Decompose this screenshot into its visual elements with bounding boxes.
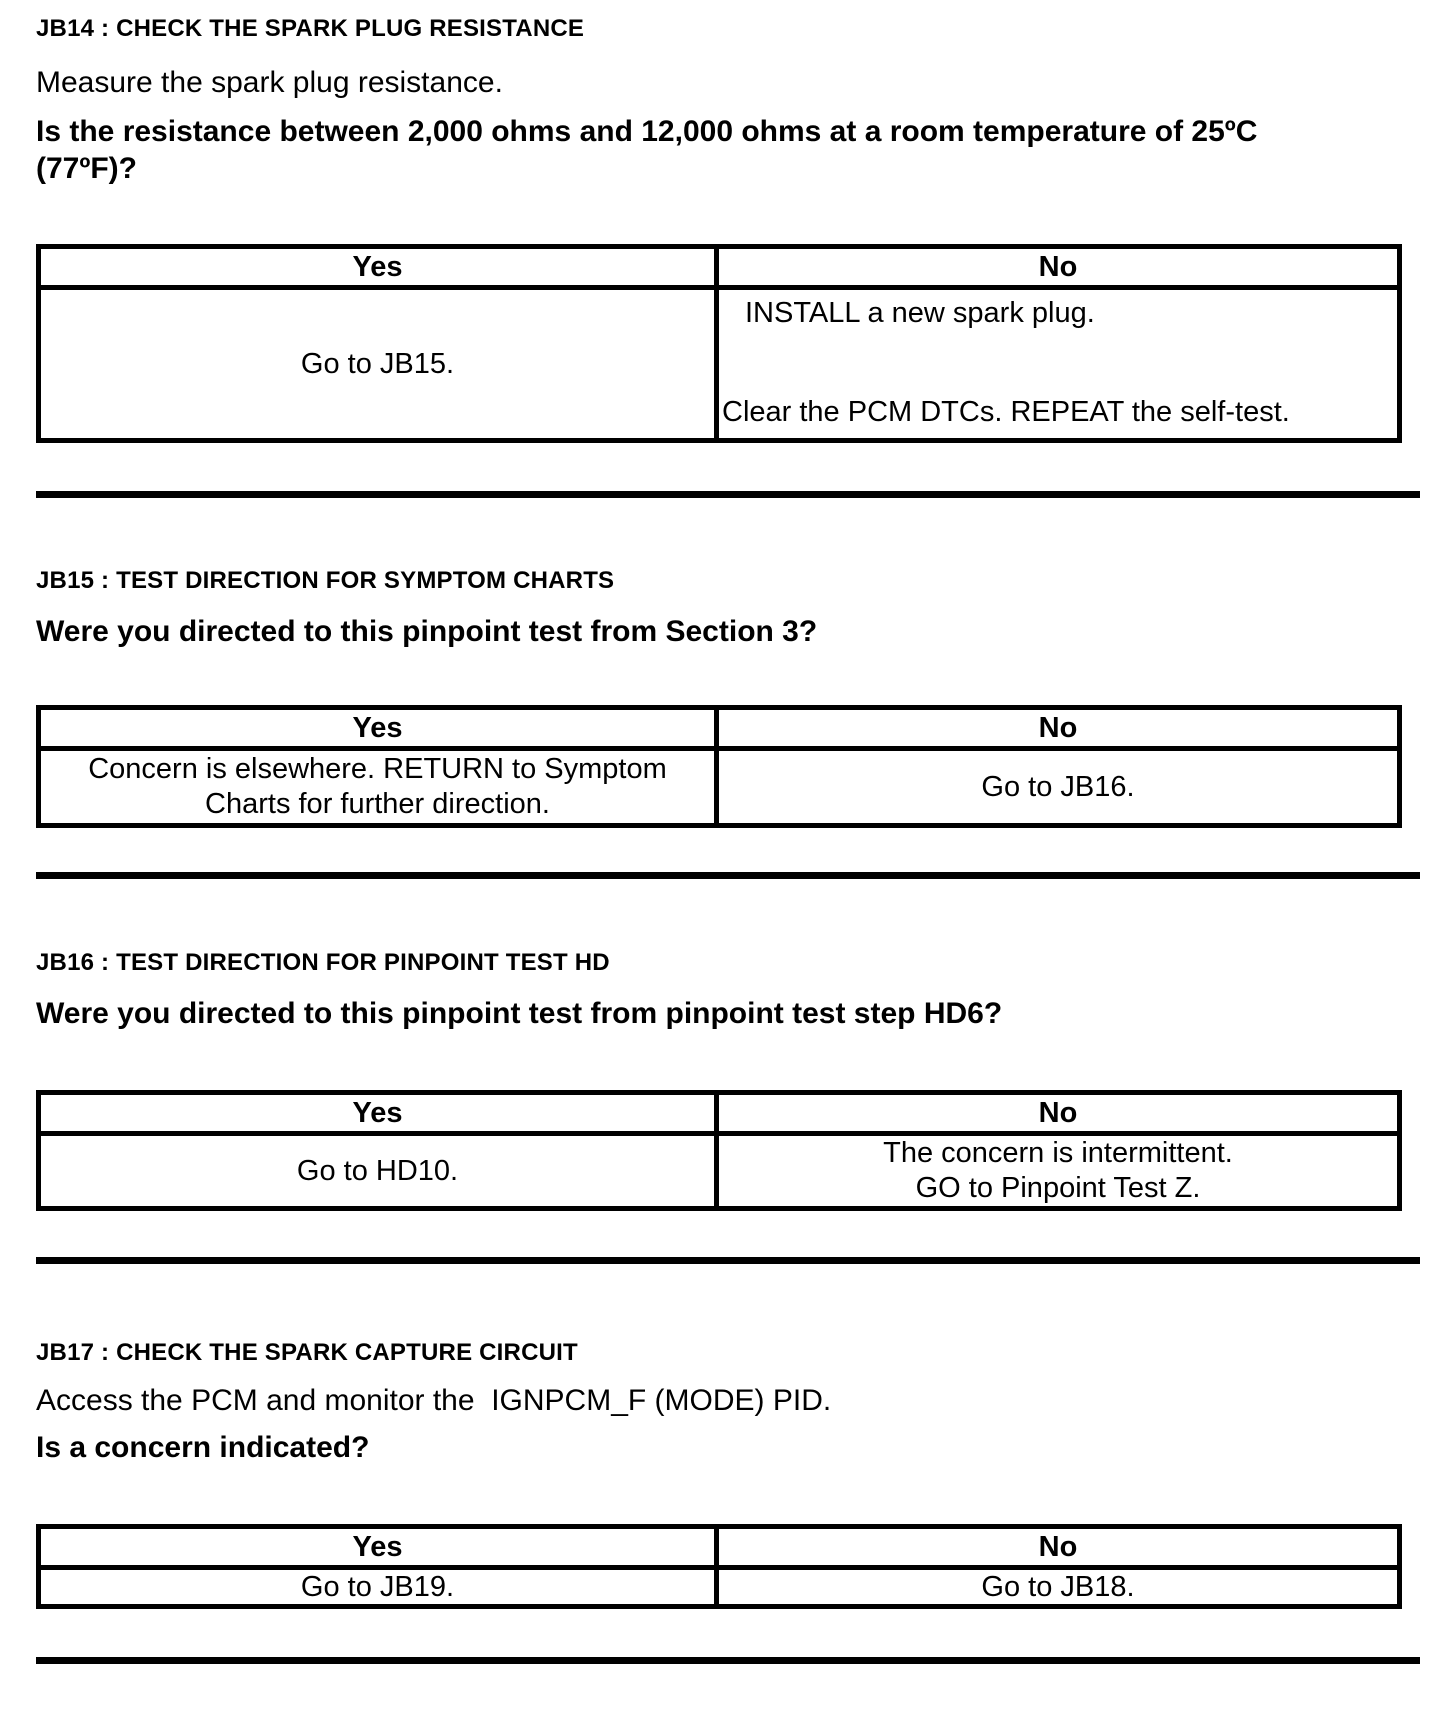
- jb14-table-body-row: [41, 290, 1397, 438]
- jb17-table-header-row: [41, 1529, 1397, 1570]
- jb17-step-title: JB17 : CHECK THE SPARK CAPTURE CIRCUIT: [36, 1339, 578, 1366]
- jb15-table-header-row: [41, 710, 1397, 751]
- jb14-no-cell: [719, 290, 1397, 438]
- jb16-yes-cell: Go to HD10.: [41, 1136, 719, 1206]
- jb14-no-column-header: No: [1038, 250, 1078, 283]
- jb15-yes-line-2: Charts for further direction.: [205, 788, 550, 820]
- jb17-yes-cell: Go to JB19.: [41, 1570, 719, 1604]
- jb16-step-title: JB16 : TEST DIRECTION FOR PINPOINT TEST HD: [36, 949, 610, 976]
- jb16-no-cell: [719, 1136, 1397, 1206]
- jb14-decision-table: [36, 244, 1402, 443]
- jb14-yes-cell: Go to JB15.: [41, 290, 719, 438]
- jb16-no-column-header: No: [1038, 1096, 1078, 1129]
- jb15-no-column-header: No: [1038, 711, 1078, 744]
- jb15-yes-line-1: Concern is elsewhere. RETURN to Symptom: [88, 753, 667, 785]
- jb14-no-action-2: Clear the PCM DTCs. REPEAT the self-test.: [722, 396, 1290, 428]
- jb15-yes-cell: [41, 751, 719, 823]
- jb14-instruction: Measure the spark plug resistance.: [36, 66, 503, 99]
- jb16-table-header-row: [41, 1095, 1397, 1136]
- jb14-question-line-2: (77ºF)?: [36, 152, 137, 185]
- jb14-question: [36, 113, 1420, 187]
- jb16-yes-column-header: Yes: [41, 1095, 719, 1131]
- jb15-no-cell: Go to JB16.: [981, 770, 1135, 803]
- jb14-step-title: JB14 : CHECK THE SPARK PLUG RESISTANCE: [36, 15, 585, 42]
- jb14-question-line-1: Is the resistance between 2,000 ohms and 12,000 ohms at a room temperature of 25ºC: [36, 115, 1258, 148]
- jb17-decision-table: [36, 1524, 1402, 1609]
- jb16-no-line-2: GO to Pinpoint Test Z.: [915, 1172, 1201, 1204]
- section-divider: [36, 1657, 1420, 1664]
- section-divider: [36, 1257, 1420, 1264]
- jb14-yes-column-header: Yes: [41, 249, 719, 285]
- jb15-question: Were you directed to this pinpoint test from Section 3?: [36, 615, 818, 648]
- document-page: [0, 14, 1456, 1664]
- section-divider: [36, 491, 1420, 498]
- section-divider: [36, 872, 1420, 879]
- jb15-decision-table: [36, 705, 1402, 828]
- jb17-table-body-row: [41, 1570, 1397, 1604]
- jb14-no-action-1: INSTALL a new spark plug.: [745, 297, 1095, 329]
- jb17-question: Is a concern indicated?: [36, 1431, 370, 1464]
- jb17-yes-column-header: Yes: [41, 1529, 719, 1565]
- jb16-no-line-1: The concern is intermittent.: [883, 1137, 1233, 1169]
- jb17-instruction: Access the PCM and monitor the IGNPCM_F (MODE) PID.: [36, 1384, 832, 1417]
- jb14-table-header-row: [41, 249, 1397, 290]
- jb16-question: Were you directed to this pinpoint test from pinpoint test step HD6?: [36, 997, 1003, 1030]
- jb16-table-body-row: [41, 1136, 1397, 1206]
- jb17-no-column-header: No: [1038, 1530, 1078, 1563]
- jb15-yes-column-header: Yes: [41, 710, 719, 746]
- jb15-step-title: JB15 : TEST DIRECTION FOR SYMPTOM CHARTS: [36, 567, 615, 594]
- jb15-table-body-row: [41, 751, 1397, 823]
- jb16-decision-table: [36, 1090, 1402, 1211]
- jb17-no-cell: Go to JB18.: [981, 1570, 1135, 1603]
